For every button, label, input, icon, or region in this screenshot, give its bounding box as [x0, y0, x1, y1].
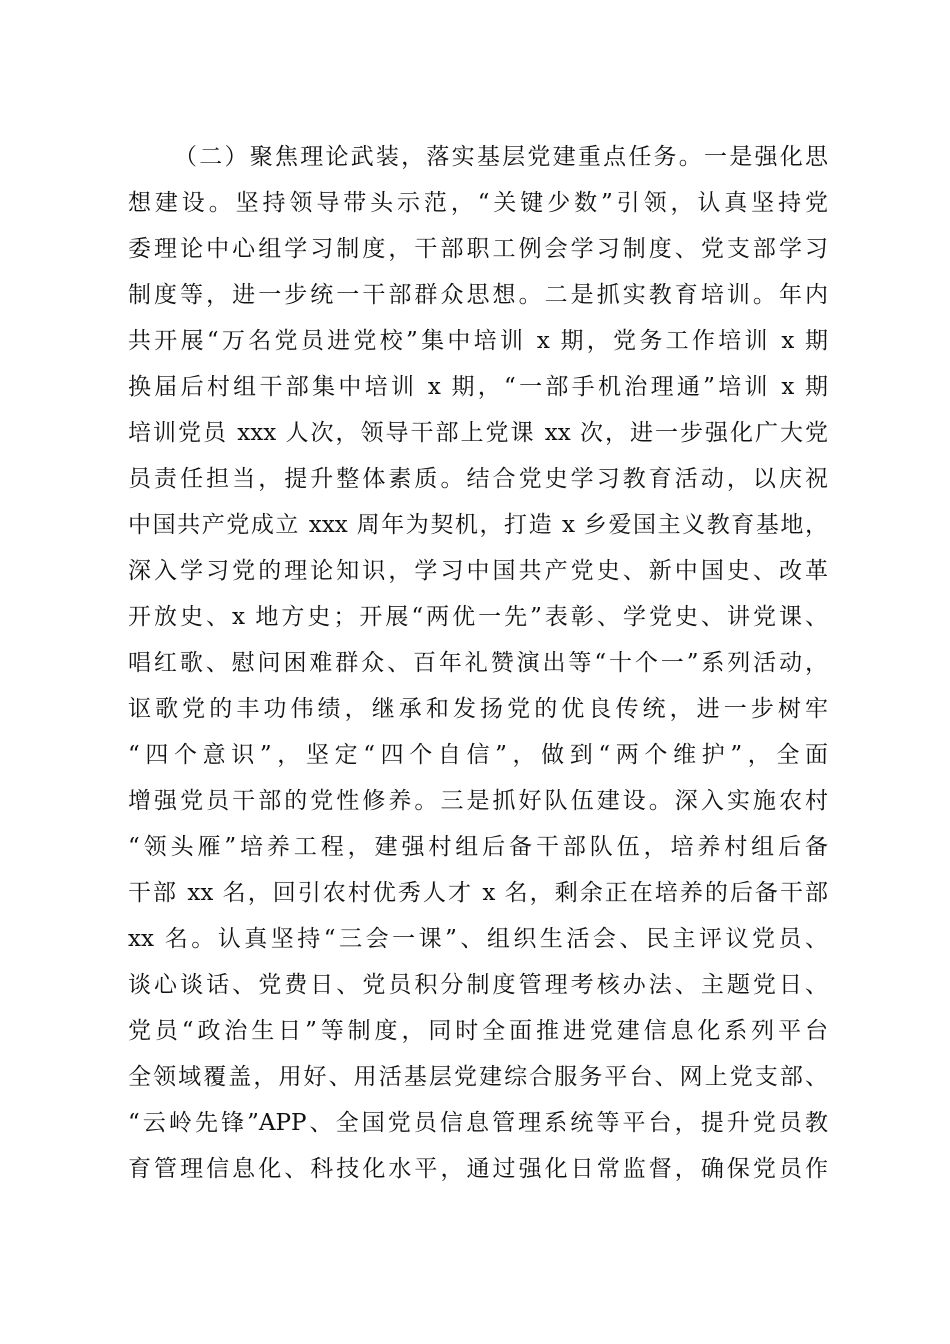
paragraph-line: 全领域覆盖，用好、用活基层党建综合服务平台、网上党支部、: [128, 1064, 828, 1090]
paragraph-line: 育管理信息化、科技化水平，通过强化日常监督，确保党员作: [128, 1156, 828, 1182]
paragraph-line: 员责任担当，提升整体素质。结合党史学习教育活动，以庆祝: [128, 466, 828, 492]
paragraph-line: （二）聚焦理论武装，落实基层党建重点任务。一是强化思: [174, 144, 828, 170]
paragraph-line: 开放史、x 地方史；开展“两优一先”表彰、学党史、讲党课、: [128, 604, 828, 630]
paragraph-line: 唱红歌、慰问困难群众、百年礼赞演出等“十个一”系列活动，: [128, 650, 828, 676]
paragraph-line: “四个意识”，坚定“四个自信”，做到“两个维护”，全面: [128, 742, 828, 768]
paragraph-line: 讴歌党的丰功伟绩，继承和发扬党的优良传统，进一步树牢: [128, 696, 828, 722]
paragraph-line: 谈心谈话、党费日、党员积分制度管理考核办法、主题党日、: [128, 972, 828, 998]
paragraph-line: 中国共产党成立 xxx 周年为契机，打造 x 乡爱国主义教育基地，: [128, 512, 828, 538]
paragraph-line: 共开展“万名党员进党校”集中培训 x 期，党务工作培训 x 期: [128, 328, 829, 354]
paragraph-line: “云岭先锋”APP、全国党员信息管理系统等平台，提升党员教: [128, 1110, 828, 1136]
paragraph-line: 深入学习党的理论知识，学习中国共产党史、新中国史、改革: [128, 558, 828, 584]
paragraph-line: 培训党员 xxx 人次，领导干部上党课 xx 次，进一步强化广大党: [128, 420, 828, 446]
paragraph-line: 委理论中心组学习制度，干部职工例会学习制度、党支部学习: [128, 236, 828, 262]
paragraph-line: xx 名。认真坚持“三会一课”、组织生活会、民主评议党员、: [128, 926, 828, 952]
paragraph-line: 想建设。坚持领导带头示范，“关键少数”引领，认真坚持党: [128, 190, 828, 216]
paragraph-line: “领头雁”培养工程，建强村组后备干部队伍，培养村组后备: [128, 834, 828, 860]
paragraph-line: 制度等，进一步统一干部群众思想。二是抓实教育培训。年内: [128, 282, 828, 308]
paragraph-line: 干部 xx 名，回引农村优秀人才 x 名，剩余正在培养的后备干部: [128, 880, 828, 906]
paragraph-line: 党员“政治生日”等制度，同时全面推进党建信息化系列平台: [128, 1018, 828, 1044]
paragraph-line: 增强党员干部的党性修养。三是抓好队伍建设。深入实施农村: [128, 788, 828, 814]
paragraph-line: 换届后村组干部集中培训 x 期，“一部手机治理通”培训 x 期: [128, 374, 829, 400]
